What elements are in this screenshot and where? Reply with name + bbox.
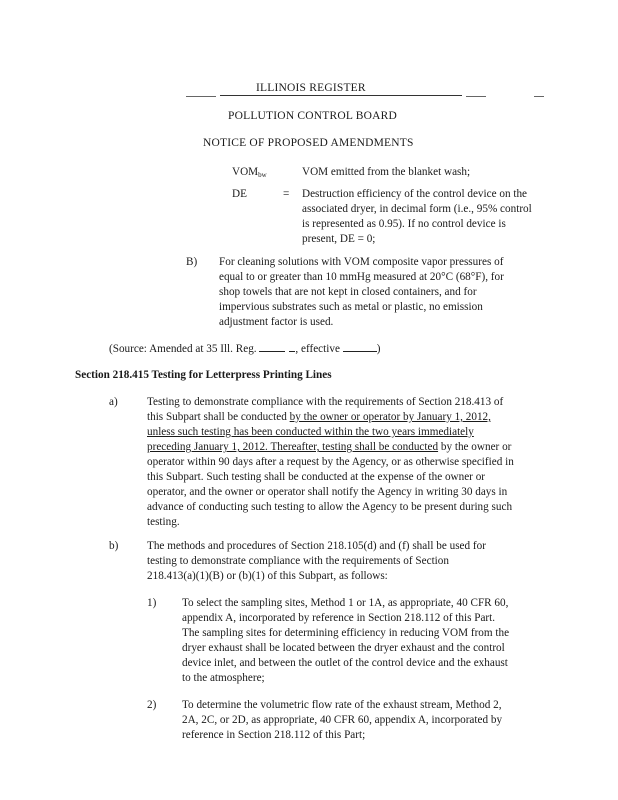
notice-title: NOTICE OF PROPOSED AMENDMENTS xyxy=(203,137,414,149)
sub-item-2-label: 2) xyxy=(147,699,157,711)
source-blank-1 xyxy=(259,351,285,352)
item-b-line-3: shop towels that are not kept in closed containers, and for xyxy=(219,286,477,298)
header-far-dash xyxy=(534,96,544,97)
definition-text-de-3: is represented as 0.95). If no control device is xyxy=(302,218,506,230)
definition-sep-de: = xyxy=(283,188,290,200)
para-b-label: b) xyxy=(109,540,119,552)
para-a-line-3: unless such testing has been conducted within the two years immediately xyxy=(147,426,474,438)
register-title: ILLINOIS REGISTER xyxy=(256,82,366,94)
para-b-line-1: The methods and procedures of Section 218.105(d) and (f) shall be used for xyxy=(147,540,486,552)
item-b-line-2: equal to or greater than 10 mmHg measured at 20°C (68°F), for xyxy=(219,271,504,283)
para-a-line-2-underlined: by the owner or operator by January 1, 2012, xyxy=(289,411,491,423)
definition-term-vom-text: VOM xyxy=(232,166,259,178)
sub-item-1-line-2: appendix A, incorporated by reference in Section 218.112 of this Part. xyxy=(182,612,496,624)
source-suffix: ) xyxy=(376,343,381,355)
definition-text-de-1: Destruction efficiency of the control device on the xyxy=(302,188,528,200)
para-a-line-2 xyxy=(147,410,491,425)
sub-item-2-line-2: 2A, 2C, or 2D, as appropriate, 40 CFR 60, appendix A, incorporated by xyxy=(182,714,503,726)
definition-term-de: DE xyxy=(232,188,247,200)
source-note: (Source: Amended at 35 Ill. Reg. , effective ) xyxy=(109,343,381,355)
definition-term-vom-subscript: bw xyxy=(258,171,267,179)
section-heading: Section 218.415 Testing for Letterpress Printing Lines xyxy=(75,369,332,381)
definition-text-de-2: associated dryer, in decimal form (i.e., 95% control xyxy=(302,203,532,215)
sub-item-1-line-3: The sampling sites for determining efficiency in reducing VOM from the xyxy=(182,627,510,639)
sub-item-1-label: 1) xyxy=(147,597,157,609)
para-b-line-2: testing to demonstrate compliance with the requirements of Section xyxy=(147,555,449,567)
para-a-label: a) xyxy=(109,396,118,408)
para-a-line-5: operator within 90 days after a request by the Agency, or as otherwise specified in xyxy=(147,456,514,468)
para-a-line-4-underlined: preceding January 1, 2012. Thereafter, testing shall be conducted xyxy=(147,441,439,453)
para-b-line-3: 218.413(a)(1)(B) or (b)(1) of this Subpart, as follows: xyxy=(147,570,388,582)
item-b-label: B) xyxy=(186,256,198,268)
item-b-line-1: For cleaning solutions with VOM composite vapor pressures of xyxy=(219,256,504,268)
item-b-line-4: impervious substrates such as metal or plastic, no emission xyxy=(219,301,483,313)
para-a-line-7: operator, and the owner or operator shall notify the Agency in writing 30 days in xyxy=(147,486,508,498)
source-mid: effective xyxy=(300,343,340,355)
header-right-dash xyxy=(466,96,486,97)
definition-text-de-4: present, DE = 0; xyxy=(302,233,376,245)
sub-item-2-line-1: To determine the volumetric flow rate of the exhaust stream, Method 2, xyxy=(182,699,502,711)
sub-item-1-line-4: dryer exhaust shall be located between the dryer exhaust and the control xyxy=(182,642,505,654)
para-a-line-8: advance of conducting such testing to allow the Agency to be present during such xyxy=(147,501,513,513)
board-title: POLLUTION CONTROL BOARD xyxy=(228,110,398,122)
sub-item-1-line-6: to the atmosphere; xyxy=(182,672,265,684)
para-a-line-4-plain: by the owner or xyxy=(438,441,512,453)
sub-item-1-line-5: device inlet, and between the outlet of the control device and the exhaust xyxy=(182,657,508,669)
definition-text-vom: VOM emitted from the blanket wash; xyxy=(302,166,471,178)
header-rule xyxy=(220,95,462,96)
para-a-line-2-plain: this Subpart shall be conducted xyxy=(147,411,290,423)
definition-term-vom xyxy=(232,165,267,183)
sub-item-2-line-3: reference in Section 218.112 of this Part; xyxy=(182,729,366,741)
header-left-dash xyxy=(186,96,216,97)
source-blank-3 xyxy=(343,351,377,352)
para-a-line-9: testing. xyxy=(147,516,180,528)
para-a-line-4 xyxy=(147,440,511,455)
item-b-line-5: adjustment factor is used. xyxy=(219,316,334,328)
sub-item-1-line-1: To select the sampling sites, Method 1 or 1A, as appropriate, 40 CFR 60, xyxy=(182,597,509,609)
source-prefix: (Source: Amended at 35 Ill. Reg. xyxy=(109,343,257,355)
source-blank-2 xyxy=(289,351,295,352)
para-a-line-6: this Subpart. Such testing shall be conducted at the expense of the owner or xyxy=(147,471,486,483)
para-a-line-1: Testing to demonstrate compliance with the requirements of Section 218.413 of xyxy=(147,396,504,408)
